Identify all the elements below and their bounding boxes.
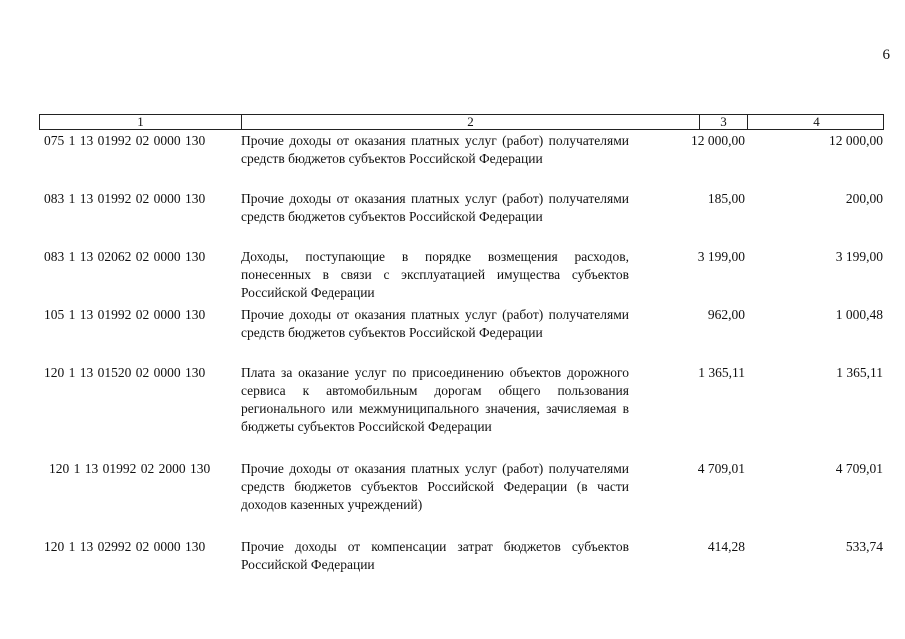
page-number: 6 xyxy=(882,47,890,63)
amount-col-3: 12 000,00 xyxy=(691,133,745,148)
table-row xyxy=(39,306,884,364)
table-row xyxy=(39,132,884,190)
amount-col-3: 4 709,01 xyxy=(697,461,745,476)
kbk-code: 083 1 13 01992 02 0000 130 xyxy=(44,191,206,206)
amount-col-3: 962,00 xyxy=(707,307,745,322)
amount-col-3: 185,00 xyxy=(707,191,745,206)
income-name: Прочие доходы от оказания платных услуг (работ) получателями средств бюджетов субъектов Российской Федерации xyxy=(241,133,629,166)
amount-col-4: 533,74 xyxy=(845,539,883,554)
income-name: Плата за оказание услуг по присоединению объектов дорожного сервиса к автомобильным дорогам общего пользования регионального или межмуниципального значения, зачисляемая в бюджеты субъектов Российской Федерации xyxy=(241,365,629,434)
kbk-code: 120 1 13 01520 02 0000 130 xyxy=(44,365,206,380)
amount-col-4: 12 000,00 xyxy=(829,133,883,148)
income-name: Прочие доходы от оказания платных услуг (работ) получателями средств бюджетов субъектов Российской Федерации xyxy=(241,307,629,340)
amount-col-4: 1 365,11 xyxy=(836,365,883,380)
table-row xyxy=(39,248,884,306)
income-name: Прочие доходы от компенсации затрат бюджетов субъектов Российской Федерации xyxy=(241,539,629,572)
header-col-3: 3 xyxy=(700,115,748,129)
header-col-4: 4 xyxy=(813,114,820,129)
amount-col-3: 414,28 xyxy=(707,539,745,554)
table-row xyxy=(39,364,884,460)
table-row xyxy=(39,460,884,538)
income-name: Прочие доходы от оказания платных услуг (работ) получателями средств бюджетов субъектов Российской Федерации (в части доходов казенных учреждений) xyxy=(241,461,629,512)
table-row xyxy=(39,190,884,248)
header-col-1: 1 xyxy=(40,115,242,129)
kbk-code: 120 1 13 01992 02 2000 130 xyxy=(49,461,211,476)
table-row xyxy=(39,538,884,578)
kbk-code: 120 1 13 02992 02 0000 130 xyxy=(44,539,206,554)
income-name: Прочие доходы от оказания платных услуг (работ) получателями средств бюджетов субъектов Российской Федерации xyxy=(241,191,629,224)
amount-col-4: 3 199,00 xyxy=(835,249,883,264)
amount-col-3: 3 199,00 xyxy=(697,249,745,264)
table-body xyxy=(39,132,884,578)
header-col-2: 2 xyxy=(242,115,700,129)
table-header xyxy=(39,114,884,130)
amount-col-3: 1 365,11 xyxy=(698,365,745,380)
amount-col-4: 4 709,01 xyxy=(835,461,883,476)
income-name: Доходы, поступающие в порядке возмещения расходов, понесенных в связи с эксплуатацией имущества субъектов Российской Федерации xyxy=(241,249,629,300)
kbk-code: 083 1 13 02062 02 0000 130 xyxy=(44,249,206,264)
kbk-code: 075 1 13 01992 02 0000 130 xyxy=(44,133,206,148)
amount-col-4: 1 000,48 xyxy=(835,307,883,322)
kbk-code: 105 1 13 01992 02 0000 130 xyxy=(44,307,206,322)
amount-col-4: 200,00 xyxy=(845,191,883,206)
